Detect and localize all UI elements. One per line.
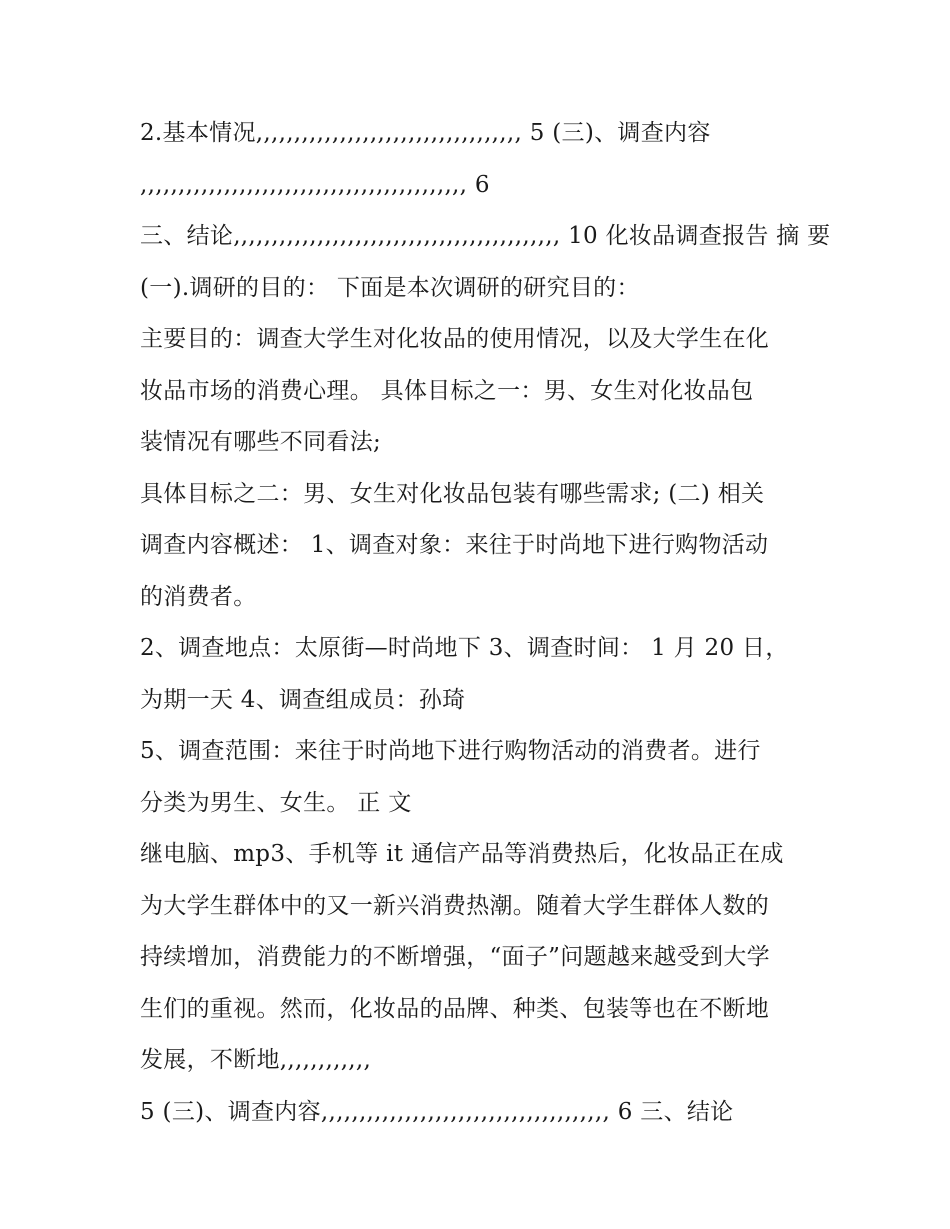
text-line-2: ,,,,,,,,,,,,,,,,,,,,,,,,,,,,,,,,,,,,,,,,,,, 6 xyxy=(140,171,490,198)
text-line-5: 主要目的：调查大学生对化妆品的使用情况，以及大学生在化 xyxy=(140,326,770,352)
text-line-19: 发展，不断地,,,,,,,,,,,, xyxy=(140,1047,372,1073)
document-body xyxy=(140,108,831,1138)
text-line-20: 5 (三)、调查内容,,,,,,,,,,,,,,,,,,,,,,,,,,,,,,,,,,,,,, 6 三、结论 xyxy=(140,1098,734,1125)
text-line-17: 持续增加，消费能力的不断增强，“面子”问题越来越受到大学 xyxy=(140,944,770,970)
text-line-11: 2、调查地点：太原街—时尚地下 3、调查时间： 1 月 20 日， xyxy=(140,635,789,661)
text-line-7: 装情况有哪些不同看法; xyxy=(140,429,382,455)
text-line-6: 妆品市场的消费心理。 具体目标之一：男、女生对化妆品包 xyxy=(140,377,754,404)
text-line-14: 分类为男生、女生。 正 文 xyxy=(140,789,412,816)
text-line-9: 调查内容概述： 1、调查对象：来往于时尚地下进行购物活动 xyxy=(140,532,769,558)
text-line-18: 生们的重视。然而，化妆品的品牌、种类、包装等也在不断地 xyxy=(140,995,770,1022)
text-line-13: 5、调查范围：来往于时尚地下进行购物活动的消费者。进行 xyxy=(140,738,761,764)
text-line-4: (一).调研的目的： 下面是本次调研的研究目的： xyxy=(140,274,640,301)
text-line-8: 具体目标之二：男、女生对化妆品包装有哪些需求; (二) 相关 xyxy=(140,480,765,507)
text-line-1: 2.基本情况,,,,,,,,,,,,,,,,,,,,,,,,,,,,,,,,,,, 5 (三)、调查内容 xyxy=(140,120,711,146)
text-line-3: 三、结论,,,,,,,,,,,,,,,,,,,,,,,,,,,,,,,,,,,,,,,,,,, 10 化妆品调查报告 摘 要 xyxy=(140,223,831,249)
text-line-12: 为期一天 4、调查组成员：孙琦 xyxy=(140,686,466,713)
text-line-15: 继电脑、mp3、手机等 it 通信产品等消费热后，化妆品正在成 xyxy=(140,841,784,867)
text-line-10: 的消费者。 xyxy=(140,583,257,610)
text-line-16: 为大学生群体中的又一新兴消费热潮。随着大学生群体人数的 xyxy=(140,892,770,919)
